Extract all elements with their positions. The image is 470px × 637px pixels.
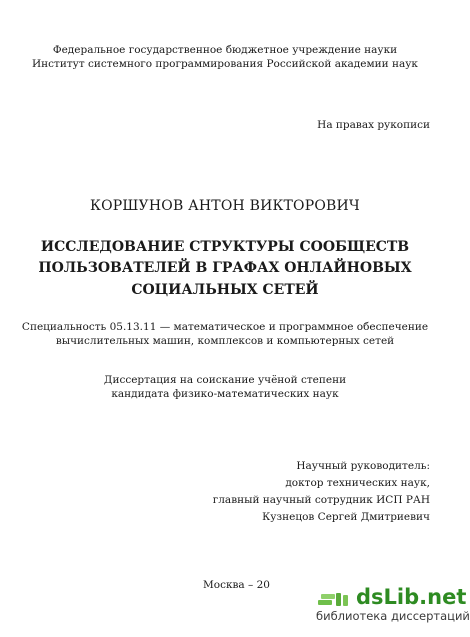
city-year: Москва – 20: [203, 579, 270, 591]
advisor-name: Кузнецов Сергей Дмитриевич: [262, 511, 430, 523]
dslib-watermark[interactable]: [310, 583, 470, 637]
specialty-line-1: Специальность 05.13.11 — математическое и программное обеспечение: [21, 321, 429, 333]
watermark-subtitle: библиотека диссертаций: [316, 609, 470, 623]
degree-line-1: Диссертация на соискание учёной степени: [103, 374, 347, 386]
title-line-2: ПОЛЬЗОВАТЕЛЕЙ В ГРАФАХ ОНЛАЙНОВЫХ: [38, 260, 412, 276]
author-name: КОРШУНОВ АНТОН ВИКТОРОВИЧ: [90, 198, 360, 214]
degree-line-2: кандидата физико-математических наук: [111, 388, 339, 400]
books-icon: [318, 591, 354, 607]
title-line-1: ИССЛЕДОВАНИЕ СТРУКТУРЫ СООБЩЕСТВ: [40, 239, 410, 255]
manuscript-rights-note: На правах рукописи: [317, 119, 430, 131]
advisor-position: главный научный сотрудник ИСП РАН: [212, 494, 430, 506]
advisor-heading: Научный руководитель:: [296, 460, 430, 472]
advisor-degree: доктор технических наук,: [285, 477, 430, 489]
specialty-line-2: вычислительных машин, комплексов и компьютерных сетей: [55, 335, 395, 347]
institution-line-1: Федеральное государственное бюджетное учреждение науки: [52, 44, 398, 56]
watermark-site-name: dsLib.net: [356, 585, 467, 609]
title-line-3: СОЦИАЛЬНЫХ СЕТЕЙ: [131, 282, 319, 298]
institution-line-2: Институт системного программирования Российской академии наук: [32, 58, 418, 70]
